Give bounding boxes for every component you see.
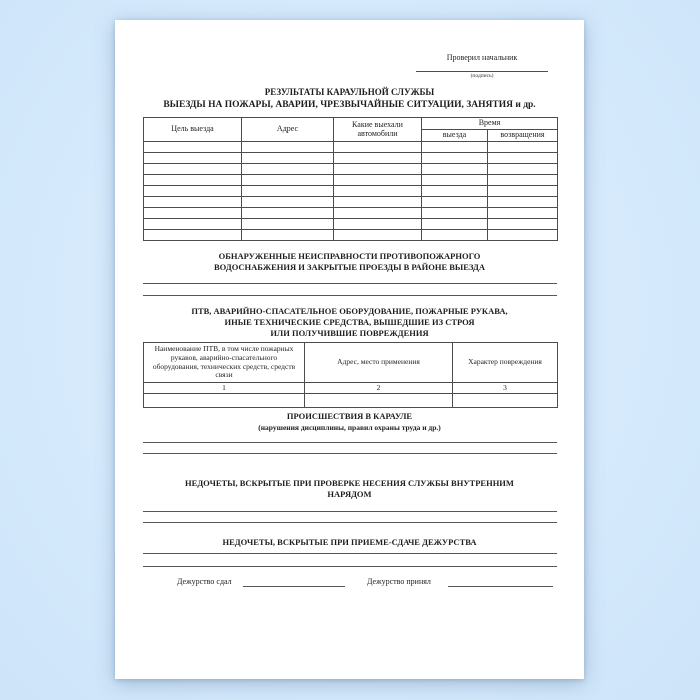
table-row bbox=[144, 219, 558, 230]
empty-cell bbox=[488, 208, 558, 219]
handed-over-label: Дежурство сдал bbox=[177, 577, 232, 586]
empty-cell bbox=[334, 142, 422, 153]
empty-cell bbox=[242, 219, 334, 230]
empty-cell bbox=[144, 175, 242, 186]
empty-cell bbox=[242, 142, 334, 153]
table-row bbox=[144, 186, 558, 197]
ptv-title-line1: ПТВ, АВАРИЙНО-СПАСАТЕЛЬНОЕ ОБОРУДОВАНИЕ, ПОЖАРНЫЕ РУКАВА, bbox=[191, 306, 508, 316]
col-header-return: возвращения bbox=[488, 130, 558, 142]
empty-cell bbox=[144, 142, 242, 153]
accepted-line bbox=[448, 586, 553, 587]
empty-cell bbox=[144, 197, 242, 208]
empty-cell bbox=[422, 219, 488, 230]
empty-cell bbox=[144, 230, 242, 241]
empty-cell bbox=[334, 186, 422, 197]
fill-line bbox=[143, 453, 557, 454]
ptv-title-line2: ИНЫЕ ТЕХНИЧЕСКИЕ СРЕДСТВА, ВЫШЕДШИЕ ИЗ СТРОЯ bbox=[224, 317, 475, 327]
col-header-ptv-address: Адрес, место применения bbox=[305, 343, 453, 383]
empty-cell bbox=[488, 219, 558, 230]
fill-line bbox=[143, 511, 557, 512]
numbering-row bbox=[144, 383, 558, 394]
form-title-line1: РЕЗУЛЬТАТЫ КАРАУЛЬНОЙ СЛУЖБЫ bbox=[264, 87, 435, 97]
table-row bbox=[144, 153, 558, 164]
col-header-purpose: Цель выезда bbox=[144, 118, 242, 142]
ptv-table-body bbox=[144, 383, 558, 408]
ptv-table bbox=[143, 342, 558, 408]
empty-cell bbox=[242, 197, 334, 208]
table-row bbox=[144, 142, 558, 153]
empty-cell bbox=[422, 208, 488, 219]
trips-table bbox=[143, 117, 558, 241]
empty-cell bbox=[422, 153, 488, 164]
ptv-table-header bbox=[144, 343, 558, 383]
col-header-departure: выезда bbox=[422, 130, 488, 142]
empty-cell bbox=[422, 175, 488, 186]
col-header-vehicles: Какие выехали автомобили bbox=[334, 118, 422, 142]
verified-by-label: Проверил начальник bbox=[446, 53, 518, 62]
handed-over-line bbox=[243, 586, 345, 587]
handover-title: НЕДОЧЕТЫ, ВСКРЫТЫЕ ПРИ ПРИЕМЕ-СДАЧЕ ДЕЖУРСТВА bbox=[222, 537, 477, 547]
empty-cell bbox=[242, 230, 334, 241]
empty-cell bbox=[488, 164, 558, 175]
table-row bbox=[144, 197, 558, 208]
empty-cell bbox=[305, 394, 453, 408]
empty-cell bbox=[334, 153, 422, 164]
accepted-label: Дежурство принял bbox=[367, 577, 431, 586]
table-row bbox=[144, 394, 558, 408]
fill-line bbox=[143, 442, 557, 443]
empty-cell bbox=[488, 153, 558, 164]
empty-cell bbox=[488, 142, 558, 153]
empty-cell bbox=[422, 164, 488, 175]
col-header-ptv-damage: Характер повреждения bbox=[453, 343, 558, 383]
empty-cell bbox=[488, 230, 558, 241]
column-number: 3 bbox=[453, 383, 558, 394]
empty-cell bbox=[144, 186, 242, 197]
incidents-title: ПРОИСШЕСТВИЯ В КАРАУЛЕ bbox=[286, 411, 413, 421]
fill-line bbox=[143, 283, 557, 284]
table-row bbox=[144, 164, 558, 175]
fill-line bbox=[143, 295, 557, 296]
empty-cell bbox=[334, 219, 422, 230]
fill-line bbox=[143, 566, 557, 567]
table-row bbox=[144, 208, 558, 219]
empty-cell bbox=[242, 153, 334, 164]
empty-cell bbox=[144, 394, 305, 408]
empty-cell bbox=[242, 175, 334, 186]
ptv-title-line3: ИЛИ ПОЛУЧИВШИЕ ПОВРЕЖДЕНИЯ bbox=[270, 328, 429, 338]
col-header-time: Время bbox=[422, 118, 558, 130]
form-page bbox=[115, 20, 584, 679]
empty-cell bbox=[422, 230, 488, 241]
column-number: 2 bbox=[305, 383, 453, 394]
empty-cell bbox=[334, 175, 422, 186]
empty-cell bbox=[422, 142, 488, 153]
water-supply-title-line2: ВОДОСНАБЖЕНИЯ И ЗАКРЫТЫЕ ПРОЕЗДЫ В РАЙОНЕ ВЫЕЗДА bbox=[214, 262, 485, 272]
col-header-address: Адрес bbox=[242, 118, 334, 142]
empty-cell bbox=[144, 153, 242, 164]
empty-cell bbox=[334, 197, 422, 208]
verification-block bbox=[416, 53, 548, 79]
empty-cell bbox=[334, 164, 422, 175]
form-title-line2: ВЫЕЗДЫ НА ПОЖАРЫ, АВАРИИ, ЧРЕЗВЫЧАЙНЫЕ СИТУАЦИИ, ЗАНЯТИЯ и др. bbox=[163, 100, 536, 110]
signature-caption: (подпись) bbox=[470, 73, 494, 79]
fill-line bbox=[143, 522, 557, 523]
empty-cell bbox=[422, 197, 488, 208]
internal-duty-title: НЕДОЧЕТЫ, ВСКРЫТЫЕ ПРИ ПРОВЕРКЕ НЕСЕНИЯ СЛУЖБЫ ВНУТРЕННИМ НАРЯДОМ bbox=[185, 478, 514, 499]
trips-table-body bbox=[144, 142, 558, 241]
empty-cell bbox=[242, 186, 334, 197]
empty-cell bbox=[488, 186, 558, 197]
empty-cell bbox=[334, 230, 422, 241]
empty-cell bbox=[242, 208, 334, 219]
trips-table-header bbox=[144, 118, 558, 142]
empty-cell bbox=[144, 219, 242, 230]
column-number: 1 bbox=[144, 383, 305, 394]
empty-cell bbox=[144, 208, 242, 219]
empty-cell bbox=[242, 164, 334, 175]
empty-cell bbox=[422, 186, 488, 197]
table-row bbox=[144, 230, 558, 241]
fill-line bbox=[143, 553, 557, 554]
empty-cell bbox=[334, 208, 422, 219]
water-supply-title-line1: ОБНАРУЖЕННЫЕ НЕИСПРАВНОСТИ ПРОТИВОПОЖАРНОГО bbox=[218, 251, 481, 261]
table-row bbox=[144, 175, 558, 186]
empty-cell bbox=[488, 175, 558, 186]
empty-cell bbox=[144, 164, 242, 175]
empty-cell bbox=[453, 394, 558, 408]
empty-cell bbox=[488, 197, 558, 208]
col-header-ptv-name: Наименование ПТВ, в том числе пожарных рукавов, аварийно-спасательного оборудования, технических средств, средств связи bbox=[144, 343, 305, 383]
signature-line bbox=[416, 71, 548, 72]
incidents-subtitle: (нарушения дисциплины, правил охраны труда и др.) bbox=[258, 423, 441, 432]
